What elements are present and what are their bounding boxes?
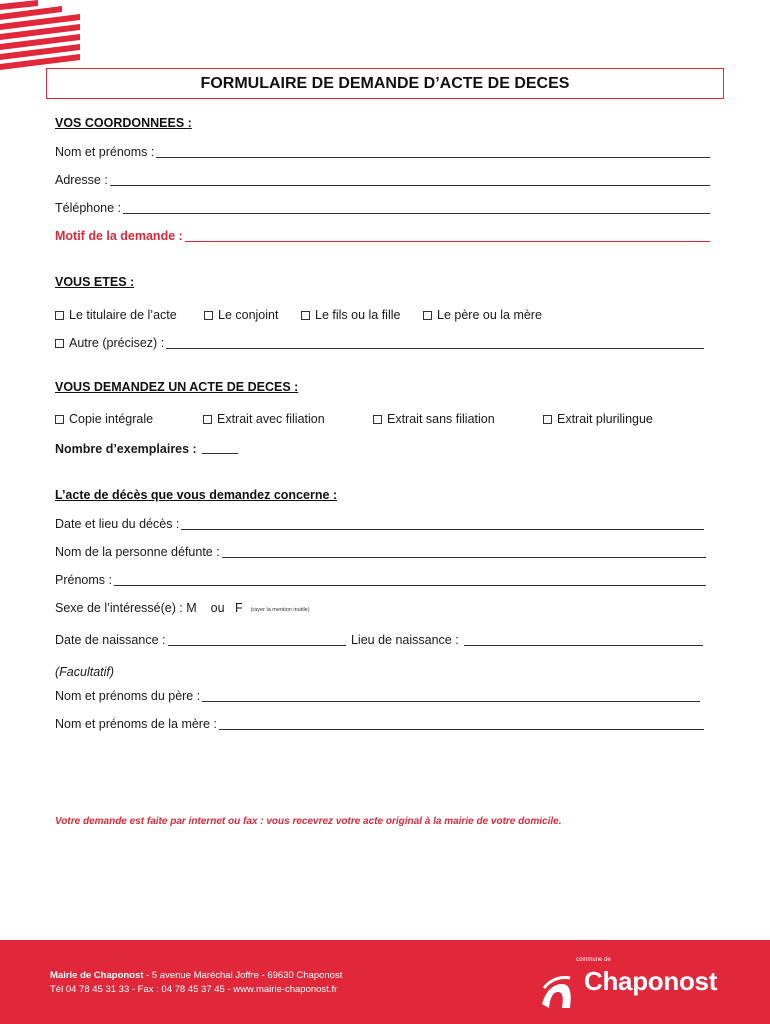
- autre-blank[interactable]: [166, 338, 704, 349]
- section-vous-etes: VOUS ETES :: [55, 275, 135, 289]
- chaponost-swoosh-icon: [540, 970, 586, 1010]
- telephone-label: Téléphone :: [55, 201, 122, 215]
- logo-stripes-icon: [0, 0, 82, 72]
- footer: [0, 940, 770, 1024]
- pere-label: Nom et prénoms du père :: [55, 689, 201, 703]
- option-conjoint[interactable]: Le conjoint: [204, 308, 278, 322]
- adresse-label: Adresse :: [55, 173, 108, 187]
- checkbox-icon[interactable]: [204, 311, 213, 320]
- option-plurilingue[interactable]: Extrait plurilingue: [543, 412, 653, 426]
- lieu-naissance-blank[interactable]: [464, 635, 703, 646]
- prenoms-field[interactable]: [55, 573, 706, 587]
- checkbox-icon[interactable]: [423, 311, 432, 320]
- pere-blank[interactable]: [202, 691, 700, 702]
- checkbox-icon[interactable]: [203, 415, 212, 424]
- chaponost-logo: [540, 954, 730, 1012]
- footer-mairie: Mairie de Chaponost: [50, 970, 144, 981]
- footer-address: [50, 969, 342, 997]
- nom-blank[interactable]: [156, 147, 710, 158]
- pere-field[interactable]: [55, 689, 700, 703]
- section-concerne: L’acte de décès que vous demandez concerne :: [55, 488, 338, 502]
- option-pere-mere[interactable]: Le père ou la mère: [423, 308, 542, 322]
- demande-options: [55, 412, 705, 428]
- prenoms-blank[interactable]: [114, 575, 706, 586]
- exemplaires-blank[interactable]: [202, 443, 238, 454]
- nom-field[interactable]: [55, 145, 710, 159]
- facultatif-label: (Facultatif): [55, 665, 115, 679]
- checkbox-icon[interactable]: [543, 415, 552, 424]
- checkbox-icon[interactable]: [301, 311, 310, 320]
- autre-label: Autre (précisez) :: [55, 336, 164, 350]
- nom-label: Nom et prénoms :: [55, 145, 155, 159]
- naissance-label: Date de naissance :: [55, 633, 166, 647]
- checkbox-icon[interactable]: [55, 415, 64, 424]
- footer-street: - 5 avenue Maréchal Joffre - 69630 Chaponost: [143, 970, 343, 981]
- footer-contact: Tél 04 78 45 31 33 - Fax : 04 78 45 37 45 - www.mairie-chaponost.fr: [50, 984, 338, 995]
- telephone-blank[interactable]: [123, 203, 710, 214]
- checkbox-icon[interactable]: [55, 339, 64, 348]
- section-demande: VOUS DEMANDEZ UN ACTE DE DECES :: [55, 380, 299, 394]
- checkbox-icon[interactable]: [373, 415, 382, 424]
- notice-text: Votre demande est faite par internet ou fax : vous recevrez votre acte original à la mairie de votre domicile.: [55, 816, 562, 827]
- logo-commune: commune de: [576, 957, 611, 963]
- checkbox-icon[interactable]: [55, 311, 64, 320]
- naissance-row: [55, 633, 705, 647]
- lieu-naissance-label: Lieu de naissance :: [347, 633, 463, 647]
- option-fils-fille[interactable]: Le fils ou la fille: [301, 308, 400, 322]
- date-lieu-deces-label: Date et lieu du décès :: [55, 517, 180, 531]
- mere-blank[interactable]: [219, 719, 704, 730]
- motif-field[interactable]: [55, 229, 710, 243]
- prenoms-label: Prénoms :: [55, 573, 112, 587]
- date-lieu-deces-field[interactable]: [55, 517, 704, 531]
- option-copie-integrale[interactable]: Copie intégrale: [55, 412, 153, 426]
- mere-field[interactable]: [55, 717, 704, 731]
- form-title: FORMULAIRE DE DEMANDE D’ACTE DE DECES: [46, 68, 724, 99]
- adresse-blank[interactable]: [110, 175, 710, 186]
- option-extrait-sans[interactable]: Extrait sans filiation: [373, 412, 495, 426]
- autre-field[interactable]: [55, 336, 704, 350]
- naissance-blank[interactable]: [168, 635, 346, 646]
- sexe-field[interactable]: [55, 601, 310, 615]
- adresse-field[interactable]: [55, 173, 710, 187]
- option-titulaire[interactable]: Le titulaire de l’acte: [55, 308, 177, 322]
- logo-name: Chaponost: [584, 966, 718, 996]
- mere-label: Nom et prénoms de la mère :: [55, 717, 217, 731]
- sexe-label: Sexe de l’intéressé(e) : M ou F: [55, 601, 243, 615]
- telephone-field[interactable]: [55, 201, 710, 215]
- sexe-note: (rayer la mention inutile): [250, 607, 310, 613]
- defunte-field[interactable]: [55, 545, 706, 559]
- section-coordonnees: VOS COORDONNEES :: [55, 116, 192, 130]
- exemplaires-field[interactable]: [55, 442, 238, 456]
- defunte-blank[interactable]: [222, 547, 706, 558]
- option-extrait-avec[interactable]: Extrait avec filiation: [203, 412, 325, 426]
- exemplaires-label: Nombre d’exemplaires :: [55, 442, 201, 456]
- date-lieu-deces-blank[interactable]: [181, 519, 704, 530]
- motif-label: Motif de la demande :: [55, 229, 183, 243]
- motif-blank[interactable]: [185, 231, 710, 242]
- vous-etes-options: [55, 308, 705, 324]
- defunte-label: Nom de la personne défunte :: [55, 545, 220, 559]
